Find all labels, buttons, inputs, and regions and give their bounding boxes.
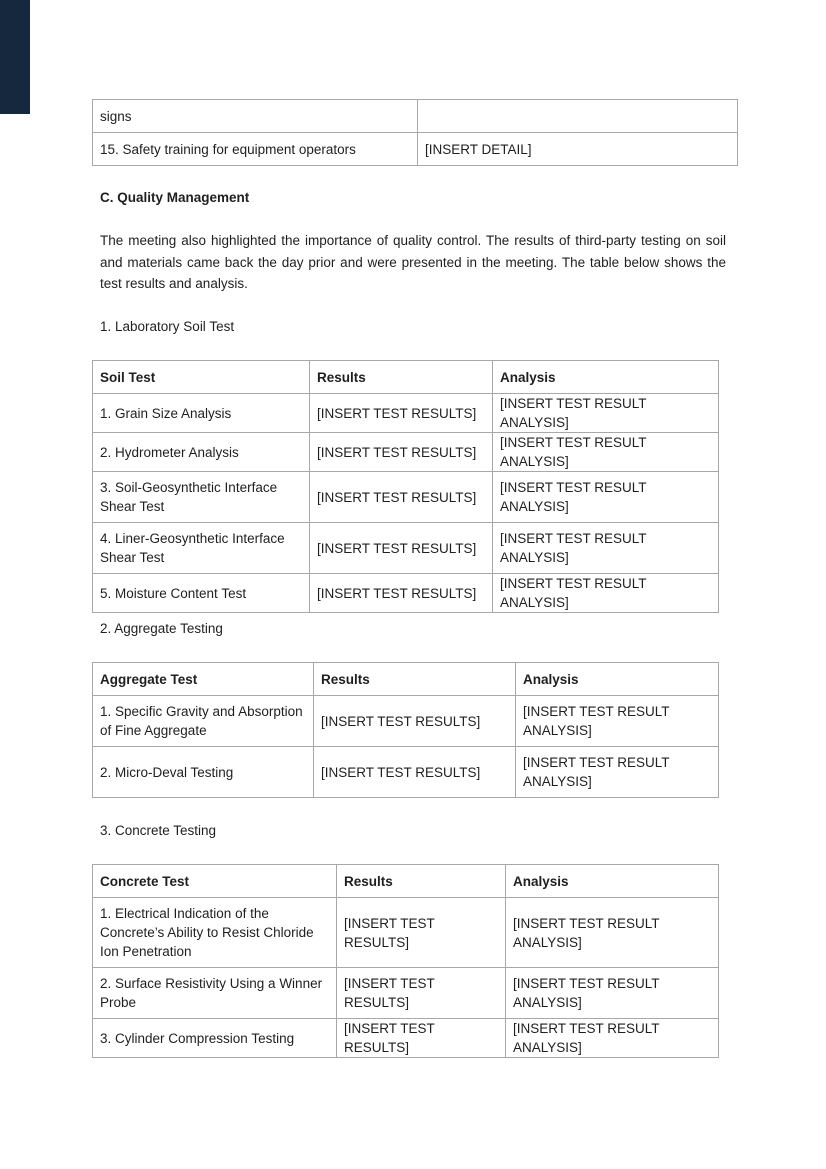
column-header: Analysis (516, 663, 719, 696)
test-results: [INSERT TEST RESULTS] (310, 472, 493, 523)
table-row (93, 523, 719, 574)
table-row (93, 898, 719, 968)
test-results: [INSERT TEST RESULTS] (310, 433, 493, 472)
test-analysis: [INSERT TEST RESULT ANALYSIS] (493, 523, 719, 574)
test-results: [INSERT TEST RESULTS] (314, 747, 516, 798)
column-header: Analysis (506, 865, 719, 898)
test-results: [INSERT TEST RESULTS] (310, 394, 493, 433)
table-row (93, 394, 719, 433)
aggregate-test-table (92, 662, 719, 798)
test-results: [INSERT TEST RESULTS] (314, 696, 516, 747)
table-row (93, 574, 719, 613)
column-header: Concrete Test (93, 865, 337, 898)
test-name: 3. Cylinder Compression Testing (93, 1019, 337, 1058)
table-row (93, 747, 719, 798)
aggregate-test-title: 2. Aggregate Testing (100, 621, 223, 636)
column-header: Analysis (493, 361, 719, 394)
test-name: 3. Soil-Geosynthetic Interface Shear Test (93, 472, 310, 523)
safety-item: signs (93, 100, 418, 133)
safety-detail (418, 100, 738, 133)
test-analysis: [INSERT TEST RESULT ANALYSIS] (516, 696, 719, 747)
table-header-row (93, 663, 719, 696)
table-row (93, 100, 738, 133)
test-name: 2. Hydrometer Analysis (93, 433, 310, 472)
side-accent-bar (0, 0, 30, 114)
table-row (93, 472, 719, 523)
test-analysis: [INSERT TEST RESULT ANALYSIS] (506, 1019, 719, 1058)
table-header-row (93, 361, 719, 394)
test-results: [INSERT TEST RESULTS] (337, 898, 506, 968)
test-analysis: [INSERT TEST RESULT ANALYSIS] (506, 968, 719, 1019)
test-name: 2. Surface Resistivity Using a Winner Probe (93, 968, 337, 1019)
concrete-test-title: 3. Concrete Testing (100, 823, 217, 838)
test-results: [INSERT TEST RESULTS] (337, 1019, 506, 1058)
test-name: 2. Micro-Deval Testing (93, 747, 314, 798)
table-row (93, 968, 719, 1019)
test-name: 1. Electrical Indication of the Concrete’s Ability to Resist Chloride Ion Penetration (93, 898, 337, 968)
section-heading: C. Quality Management (100, 190, 250, 205)
safety-item: 15. Safety training for equipment operators (93, 133, 418, 166)
test-analysis: [INSERT TEST RESULT ANALYSIS] (506, 898, 719, 968)
section-paragraph: The meeting also highlighted the importance of quality control. The results of third-party testing on soil and materials came back the day prior and were presented in the meeting. The table below shows the test results and analysis. (100, 233, 726, 291)
test-name: 5. Moisture Content Test (93, 574, 310, 613)
table-row (93, 433, 719, 472)
safety-table (92, 99, 738, 166)
test-results: [INSERT TEST RESULTS] (310, 523, 493, 574)
column-header: Soil Test (93, 361, 310, 394)
table-header-row (93, 865, 719, 898)
safety-detail: [INSERT DETAIL] (418, 133, 738, 166)
test-name: 1. Specific Gravity and Absorption of Fine Aggregate (93, 696, 314, 747)
column-header: Results (337, 865, 506, 898)
table-row (93, 133, 738, 166)
concrete-test-table (92, 864, 719, 1058)
test-analysis: [INSERT TEST RESULT ANALYSIS] (493, 472, 719, 523)
test-analysis: [INSERT TEST RESULT ANALYSIS] (516, 747, 719, 798)
test-name: 1. Grain Size Analysis (93, 394, 310, 433)
table-row (93, 696, 719, 747)
column-header: Aggregate Test (93, 663, 314, 696)
table-row (93, 1019, 719, 1058)
test-name: 4. Liner-Geosynthetic Interface Shear Test (93, 523, 310, 574)
column-header: Results (310, 361, 493, 394)
test-results: [INSERT TEST RESULTS] (310, 574, 493, 613)
test-analysis: [INSERT TEST RESULT ANALYSIS] (493, 433, 719, 472)
column-header: Results (314, 663, 516, 696)
soil-test-title: 1. Laboratory Soil Test (100, 319, 235, 334)
test-analysis: [INSERT TEST RESULT ANALYSIS] (493, 574, 719, 613)
soil-test-table (92, 360, 719, 613)
test-analysis: [INSERT TEST RESULT ANALYSIS] (493, 394, 719, 433)
test-results: [INSERT TEST RESULTS] (337, 968, 506, 1019)
